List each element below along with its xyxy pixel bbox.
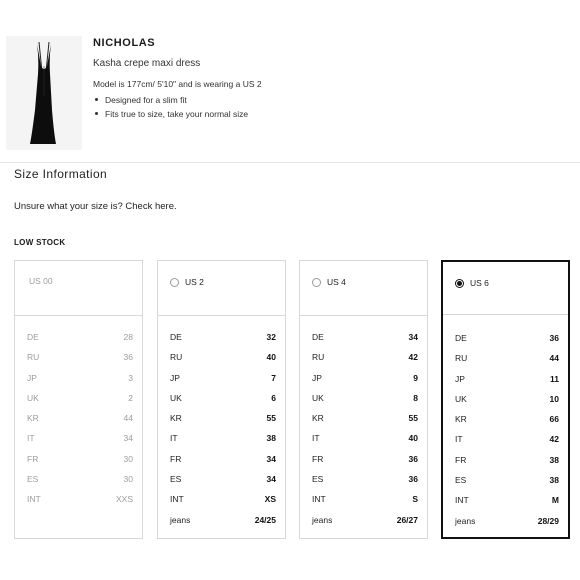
conversion-row [455, 353, 559, 373]
conversion-key: UK [170, 392, 182, 403]
conversion-value: XXS [115, 494, 133, 505]
size-option-header [300, 261, 427, 316]
conversion-value: 36 [549, 333, 559, 343]
conversion-value: S [412, 494, 418, 505]
conversion-value: 38 [549, 454, 559, 465]
size-option-header [443, 262, 568, 315]
conversion-key: KR [27, 413, 39, 424]
conversion-key: DE [312, 332, 324, 342]
conversion-row [170, 454, 276, 474]
conversion-row [27, 494, 133, 514]
conversion-key: INT [170, 494, 184, 505]
conversion-value: 66 [549, 414, 559, 425]
fit-note: Fits true to size, take your normal size [93, 107, 248, 121]
conversion-row [27, 393, 133, 413]
conversion-value: 7 [271, 372, 276, 383]
conversion-value: 30 [123, 474, 133, 485]
conversion-value: 28/29 [537, 515, 559, 526]
conversion-value: 9 [413, 372, 418, 383]
conversion-key: IT [27, 433, 35, 444]
size-information-title: Size Information [14, 167, 108, 181]
conversion-value: 36 [123, 352, 133, 363]
conversion-key: RU [455, 353, 468, 364]
conversion-key: ES [455, 475, 467, 486]
conversion-row [170, 494, 276, 514]
conversion-key: RU [170, 352, 183, 363]
size-option-us-00 [14, 260, 143, 539]
conversion-key: FR [170, 453, 182, 464]
size-option-us-4[interactable] [299, 260, 428, 539]
conversion-value: 34 [408, 332, 418, 342]
conversion-key: INT [27, 494, 41, 505]
conversion-value: 42 [549, 434, 559, 445]
size-conversions [170, 332, 276, 535]
conversion-key: jeans [455, 515, 476, 526]
conversion-row [455, 414, 559, 434]
conversion-key: RU [312, 352, 325, 363]
brand-name: NICHOLAS [93, 37, 156, 49]
conversion-row [312, 433, 418, 453]
conversion-row [170, 413, 276, 433]
conversion-value: 24/25 [254, 514, 276, 525]
size-guide-link[interactable]: Unsure what your size is? Check here. [14, 201, 177, 212]
conversion-row [312, 454, 418, 474]
conversion-row [170, 332, 276, 352]
size-option-us-2[interactable] [157, 260, 286, 539]
conversion-row [170, 352, 276, 372]
product-name: Kasha crepe maxi dress [93, 58, 201, 69]
conversion-value: 36 [408, 474, 418, 485]
conversion-row [455, 374, 559, 394]
conversion-value: 36 [408, 453, 418, 464]
conversion-key: ES [312, 474, 324, 485]
conversion-row [27, 332, 133, 352]
conversion-value: 34 [123, 433, 133, 444]
dress-image [6, 36, 82, 150]
conversion-key: INT [312, 494, 326, 505]
conversion-value: 42 [408, 352, 418, 363]
size-label: US 00 [29, 276, 53, 286]
conversion-row [312, 474, 418, 494]
conversion-value: 11 [550, 373, 559, 384]
conversion-row [312, 332, 418, 352]
conversion-key: jeans [312, 514, 333, 525]
size-option-us-6[interactable] [441, 260, 570, 539]
conversion-row [312, 515, 418, 535]
conversion-key: UK [27, 392, 39, 403]
conversion-row [312, 373, 418, 393]
conversion-row [312, 393, 418, 413]
conversion-value: 55 [266, 413, 276, 424]
conversion-value: 3 [128, 372, 133, 383]
conversion-value: 2 [128, 392, 133, 403]
conversion-value: 34 [266, 453, 276, 464]
conversion-key: DE [170, 332, 182, 342]
conversion-row [455, 475, 559, 495]
conversion-row [170, 515, 276, 535]
conversion-row [455, 434, 559, 454]
conversion-value: 38 [266, 433, 276, 444]
conversion-key: DE [27, 332, 39, 342]
conversion-row [27, 454, 133, 474]
size-label: US 6 [470, 278, 489, 288]
conversion-value: 32 [266, 332, 276, 342]
conversion-row [170, 393, 276, 413]
conversion-value: 44 [123, 413, 133, 424]
conversion-row [170, 433, 276, 453]
size-conversions [455, 333, 559, 536]
conversion-key: ES [170, 474, 182, 485]
conversion-value: 26/27 [396, 514, 418, 525]
conversion-value: 34 [266, 474, 276, 485]
fit-notes [93, 93, 248, 121]
size-conversions [27, 332, 133, 515]
conversion-key: ES [27, 474, 39, 485]
conversion-row [312, 494, 418, 514]
conversion-key: JP [27, 372, 37, 383]
conversion-key: jeans [170, 514, 191, 525]
conversion-value: 40 [408, 433, 418, 444]
conversion-value: XS [264, 494, 276, 505]
conversion-value: 6 [271, 392, 276, 403]
size-radio[interactable] [170, 278, 179, 287]
conversion-row [27, 373, 133, 393]
conversion-row [27, 433, 133, 453]
conversion-key: UK [455, 393, 467, 404]
conversion-key: KR [170, 413, 182, 424]
conversion-key: KR [312, 413, 324, 424]
low-stock-label: LOW STOCK [14, 238, 66, 247]
conversion-row [455, 495, 559, 515]
conversion-row [27, 352, 133, 372]
size-label: US 2 [185, 277, 204, 287]
conversion-key: RU [27, 352, 40, 363]
conversion-key: JP [455, 373, 465, 384]
conversion-row [312, 352, 418, 372]
size-option-header [15, 261, 142, 316]
conversion-row [455, 455, 559, 475]
conversion-row [170, 474, 276, 494]
conversion-value: 40 [266, 352, 276, 363]
conversion-row [312, 413, 418, 433]
conversion-key: DE [455, 333, 467, 343]
conversion-key: JP [312, 372, 322, 383]
conversion-value: 10 [549, 393, 559, 404]
size-conversions [312, 332, 418, 535]
model-info: Model is 177cm/ 5'10" and is wearing a US 2 [93, 79, 262, 89]
size-label: US 4 [327, 277, 346, 287]
conversion-row [455, 333, 559, 353]
conversion-value: 28 [123, 332, 133, 342]
product-thumbnail[interactable] [6, 36, 82, 150]
conversion-key: INT [455, 495, 469, 506]
product-summary [0, 0, 580, 163]
conversion-value: 38 [549, 475, 559, 486]
conversion-key: IT [455, 434, 463, 445]
size-option-header [158, 261, 285, 316]
conversion-row [170, 373, 276, 393]
size-radio[interactable] [312, 278, 321, 287]
conversion-key: UK [312, 392, 324, 403]
conversion-row [27, 474, 133, 494]
fit-note: Designed for a slim fit [93, 93, 248, 107]
conversion-value: M [551, 495, 559, 506]
size-radio-selected[interactable] [455, 279, 464, 288]
conversion-row [27, 413, 133, 433]
conversion-key: IT [312, 433, 320, 444]
conversion-key: JP [170, 372, 180, 383]
conversion-key: FR [455, 454, 467, 465]
conversion-value: 55 [408, 413, 418, 424]
conversion-key: FR [27, 453, 39, 464]
conversion-key: FR [312, 453, 324, 464]
conversion-value: 44 [549, 353, 559, 364]
conversion-row [455, 394, 559, 414]
conversion-row [455, 516, 559, 536]
conversion-value: 30 [123, 453, 133, 464]
conversion-key: IT [170, 433, 178, 444]
conversion-key: KR [455, 414, 467, 425]
conversion-value: 8 [413, 392, 418, 403]
